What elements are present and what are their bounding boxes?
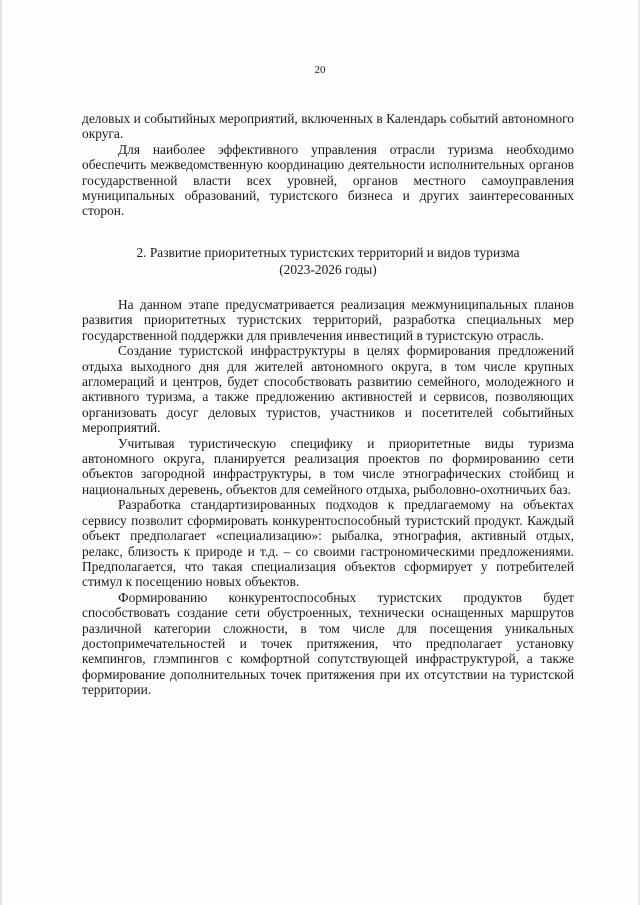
intro-text	[82, 111, 574, 219]
paragraph: Формированию конкурентоспособных туристских продуктов будет способствовать создание сети обустроенных, технически оснащенных маршрутов различной категории сложности, в том числе для посещения уникальных достопримечательностей и точек притяжения, что предполагает установку кемпингов, глэмпингов с комфортной сопутствующей инфраструктурой, а также формирование дополнительных точек притяжения при их отсутствии на туристской территории.	[82, 589, 574, 698]
paragraph: деловых и событийных мероприятий, включенных в Календарь событий автономного округа.	[82, 111, 574, 142]
paragraph: Учитывая туристическую специфику и приоритетные виды туризма автономного округа, планируется реализация проектов по формированию сети объектов загородной инфраструктуры, в том числе этнографических стойбищ и национальных деревень, объектов для семейного отдыха, рыболовно-охотничьих баз.	[82, 435, 574, 497]
paragraph: Разработка стандартизированных подходов к предлагаемому на объектах сервису позволит сформировать конкурентоспособный туристский продукт. Каждый объект предполагает «специализацию»: рыбалка, этнография, активный отдых, релакс, близость к природе и т.д. – со своими гастрономическими предложениями. Предполагается, что такая специализация объектов сформирует у потребителей стимул к посещению новых объектов.	[82, 497, 574, 590]
section-title: 2. Развитие приоритетных туристских территорий и видов туризма	[136, 245, 520, 260]
paragraph: На данном этапе предусматривается реализация межмуниципальных планов развития приоритетных туристских территорий, разработка специальных мер государственной поддержки для привлечения инвестиций в туристскую отрасль.	[82, 297, 574, 343]
page-number: 20	[314, 64, 326, 76]
section-period: (2023-2026 годы)	[279, 262, 377, 277]
paragraph: Для наиболее эффективного управления отрасли туризма необходимо обеспечить межведомственную координацию деятельности исполнительных органов государственной власти всех уровней, органов местного самоуправления муниципальных образований, туристского бизнеса и других заинтересованных сторон.	[82, 141, 574, 219]
paragraph: Создание туристской инфраструктуры в целях формирования предложений отдыха выходного дня для жителей автономного округа, в том числе крупных агломераций и центров, будет способствовать развитию семейного, молодежного и активного туризма, а также предложению активностей и сервисов, позволяющих организовать досуг деловых туристов, участников и посетителей событийных мероприятий.	[82, 343, 574, 436]
body-text	[82, 297, 574, 698]
scan-edge-left	[0, 0, 3, 905]
section-heading	[82, 244, 574, 278]
